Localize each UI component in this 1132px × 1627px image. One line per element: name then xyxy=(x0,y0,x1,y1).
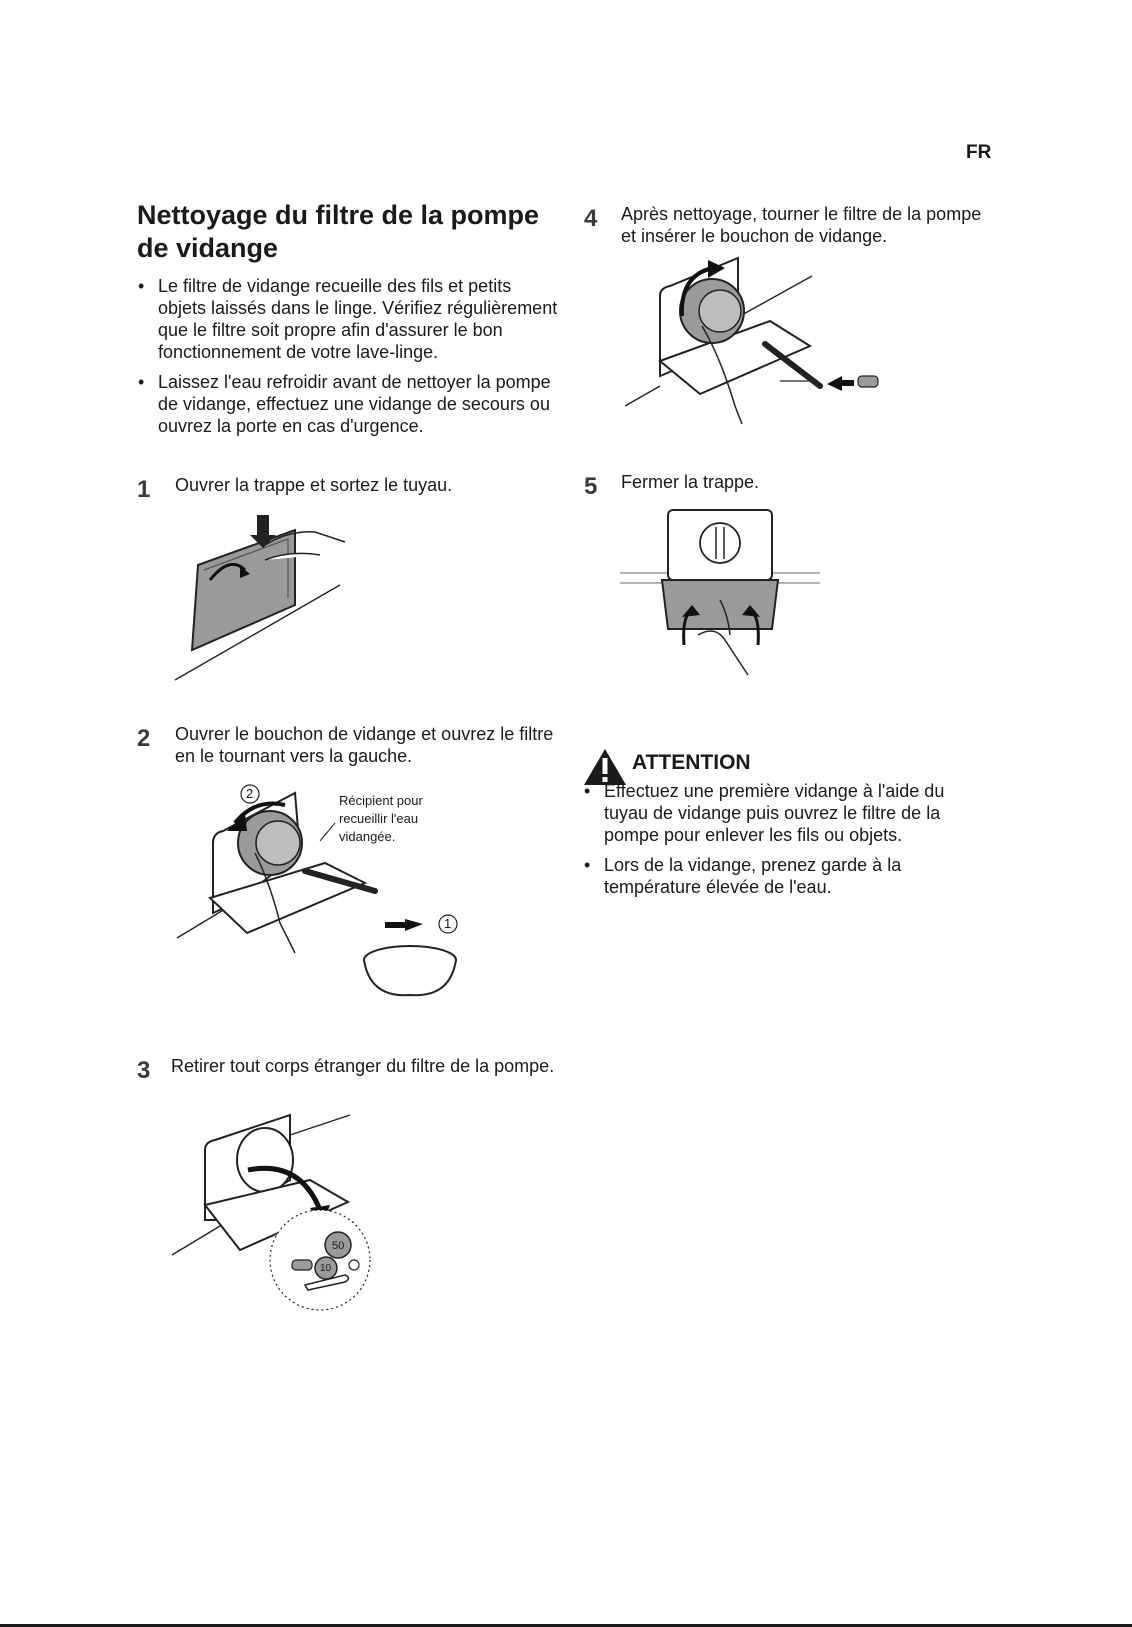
attention-item: • Effectuez une première vidange à l'aide du tuyau de vidange puis ouvrez le filtre de la pompe pour enlever les fils ou objets. xyxy=(584,780,984,846)
marker-1: 1 xyxy=(444,916,452,931)
callout-container: Récipient pour recueillir l'eau vidangée. xyxy=(339,793,423,844)
step-number: 3 xyxy=(137,1057,151,1084)
figure-close-flap xyxy=(620,505,830,680)
intro-item: • Laissez l'eau refroidir avant de nettoyer la pompe de vidange, effectuez une vidange de secours ou ouvrez la porte en cas d'urgence. xyxy=(138,371,558,437)
attention-title: ATTENTION xyxy=(632,751,751,774)
figure-open-filter xyxy=(175,783,465,1005)
figure-open-flap xyxy=(170,510,370,685)
step-text: Après nettoyage, tourner le filtre de la pompe et insérer le bouchon de vidange. xyxy=(621,204,982,246)
language-code: FR xyxy=(966,142,992,163)
step-text: Ouvrer le bouchon de vidange et ouvrez le filtre en le tournant vers la gauche. xyxy=(175,724,554,766)
figure-remove-objects xyxy=(170,1110,400,1320)
step-text: Retirer tout corps étranger du filtre de la pompe. xyxy=(171,1056,555,1076)
marker-2: 2 xyxy=(246,786,254,801)
coin-label: 10 xyxy=(320,1263,332,1274)
intro-item: • Le filtre de vidange recueille des fils et petits objets laissés dans le linge. Vérifiez régulièrement que le filtre soit propre afin d'assurer le bon fonctionnement de votre lave-linge. xyxy=(138,275,558,363)
coin-label: 50 xyxy=(332,1240,345,1252)
attention-list xyxy=(584,780,984,906)
section-title: Nettoyage du filtre de la pompe de vidange xyxy=(137,200,540,263)
step-text: Ouvrer la trappe et sortez le tuyau. xyxy=(175,475,453,495)
step-number: 4 xyxy=(584,205,598,232)
figure-reinsert-filter xyxy=(620,256,890,431)
attention-item: • Lors de la vidange, prenez garde à la température élevée de l'eau. xyxy=(584,854,984,898)
step-number: 2 xyxy=(137,725,151,752)
step-number: 5 xyxy=(584,473,598,500)
step-text: Fermer la trappe. xyxy=(621,472,760,492)
step-number: 1 xyxy=(137,476,151,503)
intro-list xyxy=(138,275,558,445)
